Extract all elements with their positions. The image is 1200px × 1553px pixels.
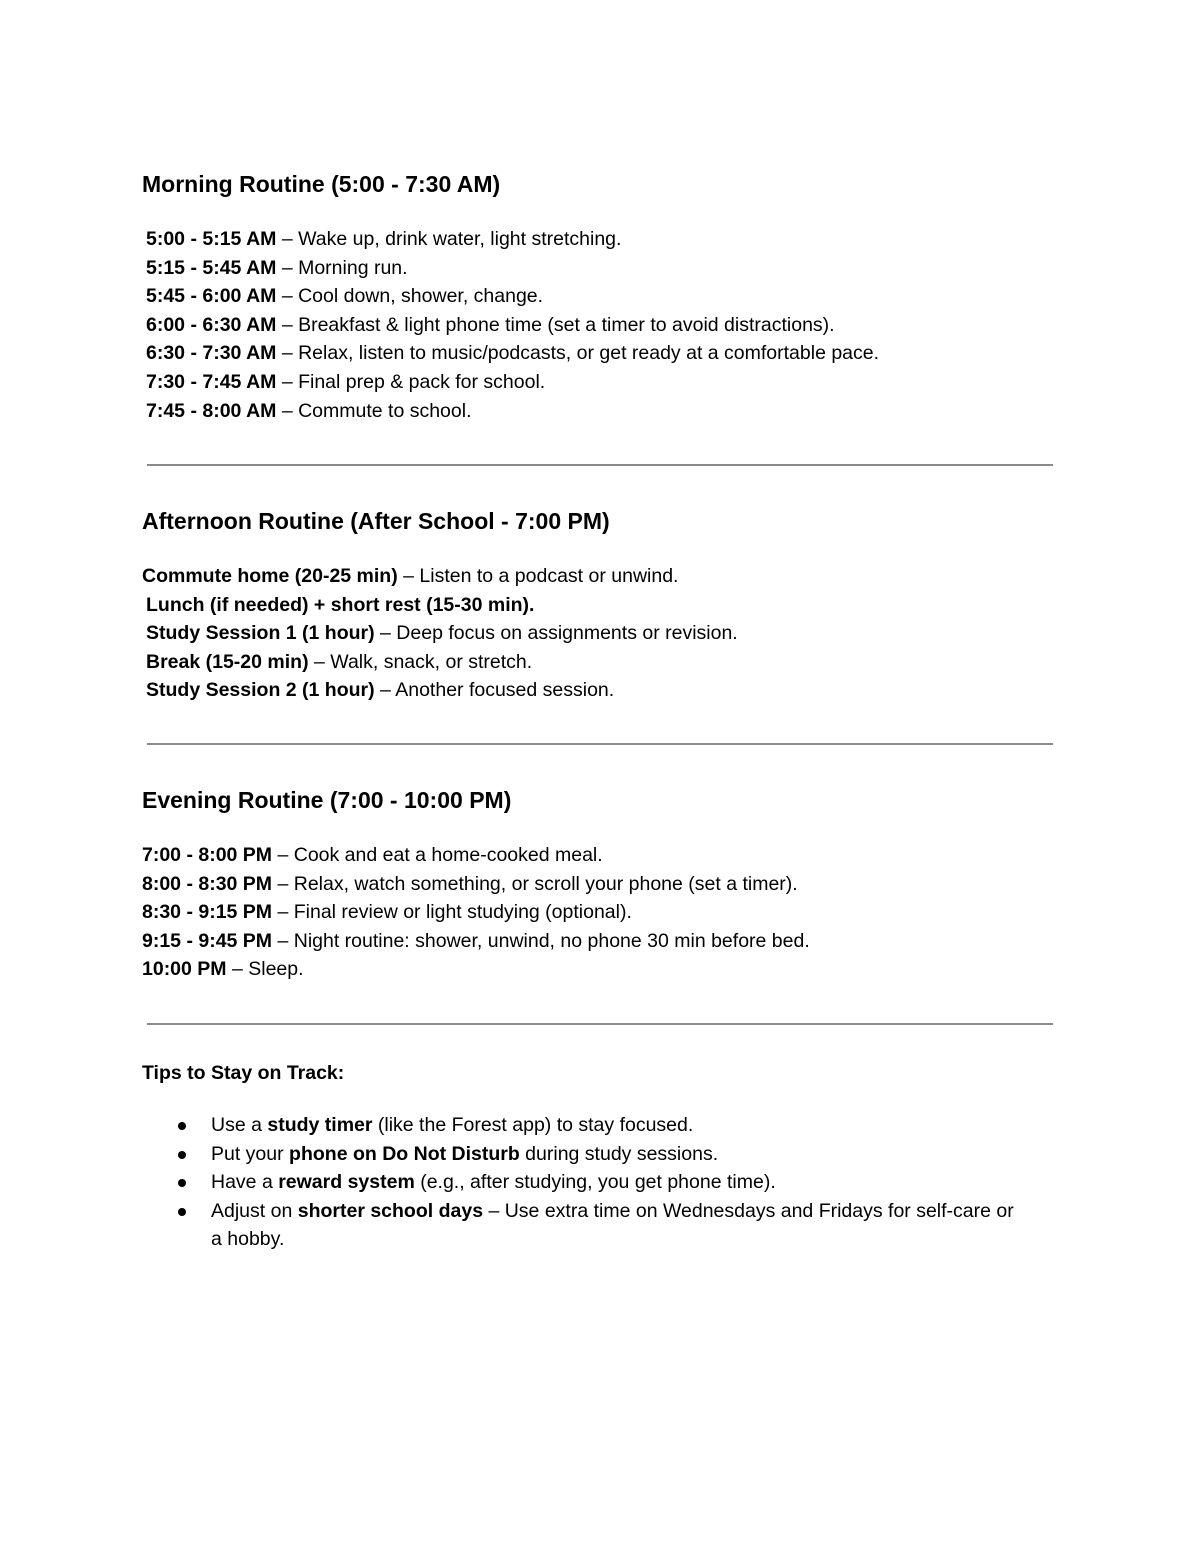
morning-routine-heading: Morning Routine (5:00 - 7:30 AM) [142, 171, 501, 197]
entry-description: – Deep focus on assignments or revision. [374, 622, 738, 645]
entry-description: – Relax, watch something, or scroll your phone (set a timer). [272, 872, 798, 895]
entry-time: 6:30 - 7:30 AM [146, 342, 277, 365]
entry-time: 7:00 - 8:00 PM [142, 844, 273, 866]
bullet-icon [178, 1122, 186, 1130]
evening-schedule-list [142, 841, 810, 984]
section-divider [147, 743, 1053, 745]
evening-entry [142, 955, 810, 984]
evening-entry [142, 841, 810, 870]
evening-routine-heading: Evening Routine (7:00 - 10:00 PM) [142, 787, 512, 813]
tips-list [178, 1111, 1018, 1254]
entry-description: – Cool down, shower, change. [276, 285, 544, 308]
tip-text-pre: Adjust on [211, 1199, 298, 1222]
morning-entry [146, 339, 879, 368]
entry-description: – Night routine: shower, unwind, no phone 30 min before bed. [272, 929, 810, 952]
entry-description: – Walk, snack, or stretch. [308, 650, 533, 673]
entry-description: – Sleep. [226, 958, 304, 981]
morning-entry [146, 225, 879, 254]
tip-text-pre: Use a [211, 1114, 268, 1136]
morning-schedule-list [146, 225, 879, 425]
entry-time: 6:00 - 6:30 AM [146, 313, 277, 336]
bullet-icon [178, 1208, 186, 1216]
morning-entry [146, 254, 879, 283]
entry-label: Lunch (if needed) + short rest (15-30 min). [146, 593, 535, 616]
morning-entry [146, 397, 879, 426]
tip-item [178, 1197, 1018, 1254]
entry-label: Study Session 2 (1 hour) [146, 679, 375, 702]
entry-description: – Wake up, drink water, light stretching. [276, 228, 622, 250]
tip-emphasis: phone on Do Not Disturb [289, 1142, 520, 1165]
entry-time: 5:15 - 5:45 AM [146, 256, 277, 279]
entry-label: Commute home (20-25 min) [142, 565, 398, 587]
tip-emphasis: study timer [267, 1114, 373, 1136]
tip-text-post: (like the Forest app) to stay focused. [372, 1114, 694, 1136]
tip-text-post: – Use extra time on Wednesdays and Fridays for self-care or a hobby. [211, 1199, 1014, 1251]
entry-description: – Breakfast & light phone time (set a timer to avoid distractions). [276, 313, 835, 336]
section-divider [147, 1023, 1053, 1025]
morning-entry [146, 368, 879, 397]
entry-time: 9:15 - 9:45 PM [142, 929, 273, 952]
entry-description: – Morning run. [276, 256, 408, 279]
afternoon-entry [142, 562, 738, 591]
tip-item [178, 1140, 1018, 1169]
entry-time: 5:45 - 6:00 AM [146, 285, 277, 308]
bullet-icon [178, 1151, 186, 1159]
entry-time: 8:30 - 9:15 PM [142, 901, 273, 924]
entry-description: – Commute to school. [276, 399, 472, 422]
entry-description: – Listen to a podcast or unwind. [397, 565, 679, 587]
entry-time: 7:45 - 8:00 AM [146, 399, 277, 422]
evening-entry [142, 898, 810, 927]
afternoon-routine-heading: Afternoon Routine (After School - 7:00 PM) [142, 508, 610, 534]
entry-description: – Relax, listen to music/podcasts, or get ready at a comfortable pace. [276, 342, 880, 365]
entry-description: – Final prep & pack for school. [276, 370, 546, 393]
entry-description: – Final review or light studying (optional). [272, 901, 632, 924]
tip-text-post: (e.g., after studying, you get phone time). [414, 1171, 776, 1194]
entry-description: – Cook and eat a home-cooked meal. [272, 844, 603, 866]
tips-heading: Tips to Stay on Track: [142, 1062, 345, 1084]
afternoon-entry [142, 591, 738, 620]
entry-description: – Another focused session. [374, 679, 615, 702]
entry-time: 8:00 - 8:30 PM [142, 872, 273, 895]
tip-item [178, 1111, 1018, 1140]
tip-emphasis: reward system [278, 1171, 415, 1194]
evening-entry [142, 870, 810, 899]
morning-entry [146, 282, 879, 311]
afternoon-schedule-list [142, 562, 738, 705]
bullet-icon [178, 1179, 186, 1187]
afternoon-entry [142, 648, 738, 677]
entry-label: Break (15-20 min) [146, 650, 309, 673]
afternoon-entry [142, 619, 738, 648]
entry-time: 7:30 - 7:45 AM [146, 370, 277, 393]
tip-emphasis: shorter school days [297, 1199, 484, 1222]
section-divider [147, 464, 1053, 466]
tip-text-pre: Put your [211, 1142, 290, 1165]
tip-text-post: during study sessions. [519, 1142, 719, 1165]
entry-time: 10:00 PM [142, 958, 227, 981]
entry-time: 5:00 - 5:15 AM [146, 228, 277, 250]
tip-item [178, 1168, 1018, 1197]
evening-entry [142, 927, 810, 956]
afternoon-entry [142, 676, 738, 705]
tip-text-pre: Have a [211, 1171, 279, 1194]
morning-entry [146, 311, 879, 340]
entry-label: Study Session 1 (1 hour) [146, 622, 375, 645]
